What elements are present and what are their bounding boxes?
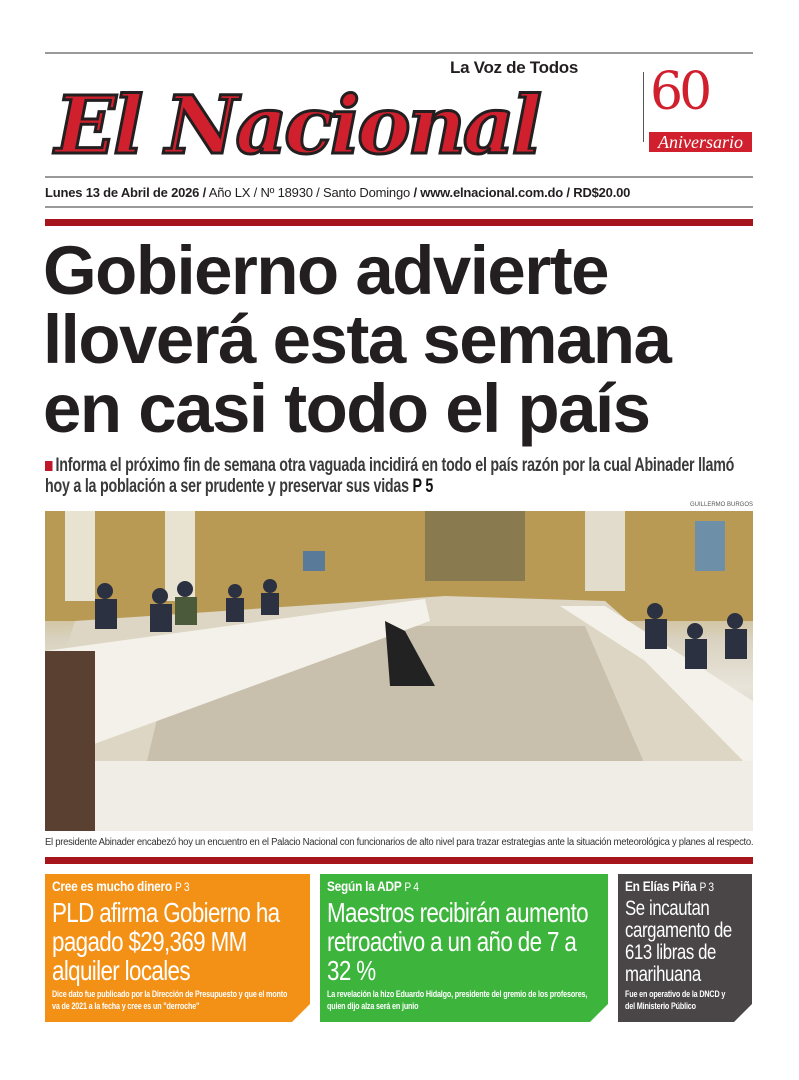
kicker-text: Según la ADP — [327, 878, 402, 894]
lead-subhead — [45, 455, 757, 497]
kicker-text: En Elías Piña — [625, 878, 697, 894]
teaser-title: Se incautan cargamento de 613 libras de marihuana — [625, 897, 732, 986]
page-ref: P 3 — [174, 880, 190, 894]
kicker-text: Cree es mucho dinero — [52, 878, 172, 894]
masthead-logo — [55, 80, 539, 170]
teaser-title: Maestros recibirán aumento retroactivo a un año de 7 a 32 % — [327, 897, 588, 986]
date: Lunes 13 de Abril de 2026 — [45, 185, 200, 200]
red-bar — [45, 857, 753, 864]
logo-text: El Nacional — [55, 78, 540, 172]
rule — [45, 206, 753, 208]
teaser-kicker — [327, 878, 560, 896]
headline-line: en casi todo el país — [43, 370, 650, 447]
page-ref: P 4 — [404, 880, 419, 894]
dateline — [45, 185, 630, 201]
meeting-photo-illustration — [45, 511, 753, 831]
caption-text: El presidente Abinader encabezó hoy un encuentro en el Palacio Nacional con funcionarios de alto nivel para trazar estrategias ante la situación meteorológica y planes al respecto. — [45, 837, 754, 848]
page-ref: P 3 — [699, 880, 714, 894]
teaser-dek: Fue en operativo de la DNCD y del Ministerio Público — [625, 989, 726, 1011]
lead-photo[interactable] — [45, 511, 753, 831]
teaser-dek: Dice dato fue publicado por la Dirección de Presupuesto y que el monto va de 2021 a la fecha y cree es un "derroche" — [52, 989, 288, 1011]
teaser-dek: La revelación la hizo Eduardo Hidalgo, presidente del gremio de los profesores, quien dijo alza será en junio — [327, 989, 588, 1011]
year: Año LX — [208, 185, 251, 200]
website-link[interactable]: www.elnacional.com.do — [420, 185, 563, 200]
issue-number: Nº 18930 — [260, 185, 313, 200]
lead-headline[interactable] — [43, 232, 755, 447]
price: RD$20.00 — [573, 185, 631, 200]
teaser-title: PLD afirma Gobierno ha pagado $29,369 MM alquiler locales — [52, 897, 280, 986]
page-corner-icon — [292, 1004, 310, 1022]
teaser-pld[interactable] — [45, 874, 310, 1022]
anniversary-number: 60 — [650, 62, 709, 122]
top-rule — [45, 52, 753, 54]
headline-line: lloverá esta semana — [43, 301, 671, 378]
anniversary-label: Aniversario — [649, 132, 752, 152]
photo-credit: GUILLERMO BURGOS — [690, 502, 754, 508]
teaser-kicker — [52, 878, 265, 896]
page-corner-icon — [734, 1004, 752, 1022]
masthead-slogan: La Voz de Todos — [450, 58, 579, 77]
photo-caption — [45, 837, 789, 849]
rule — [45, 176, 753, 178]
subhead-text: Informa el próximo fin de semana otra vaguada incidirá en todo el país razón por la cual Abinader llamó hoy a la población a ser prudente y preservar sus vidas — [45, 455, 735, 497]
divider — [643, 72, 644, 142]
page-ref: P 5 — [412, 476, 434, 497]
city: Santo Domingo — [323, 185, 411, 200]
headline-line: Gobierno advierte — [43, 232, 608, 309]
red-bar — [45, 219, 753, 226]
dateline-text: Lunes 13 de Abril de 2026 / Año LX / Nº 18930 / Santo Domingo / www.elnacional.com.do / RD$20.00 — [45, 185, 631, 200]
teaser-marihuana[interactable] — [618, 874, 752, 1022]
bullet-icon — [45, 461, 53, 471]
teaser-kicker — [625, 878, 727, 896]
page-corner-icon — [590, 1004, 608, 1022]
teaser-maestros[interactable] — [320, 874, 608, 1022]
